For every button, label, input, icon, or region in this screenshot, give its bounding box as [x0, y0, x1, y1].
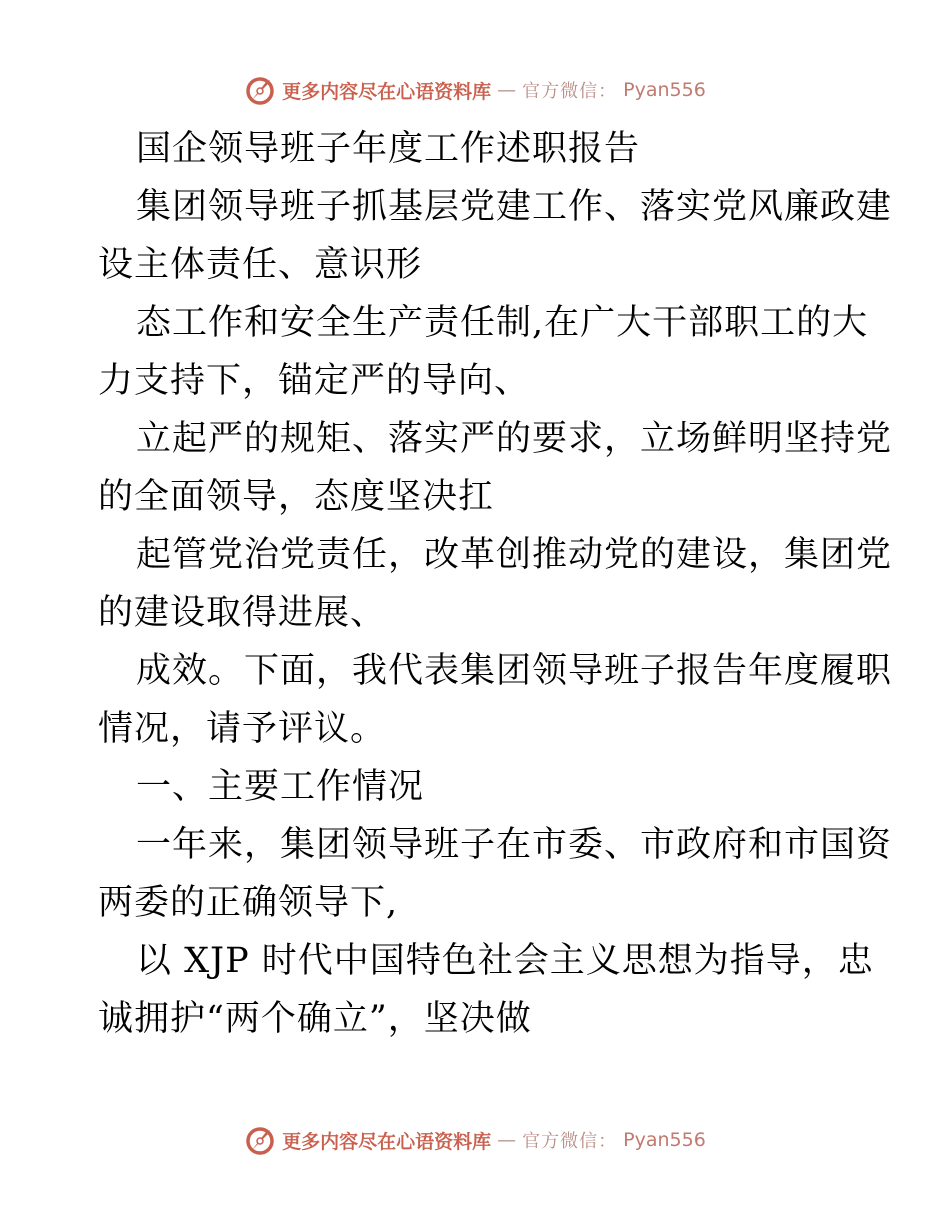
official-wechat-label: 官方微信：	[522, 1131, 618, 1152]
separator-dash: —	[497, 1129, 517, 1151]
paragraph-line: 集团领导班子抓基层党建工作、落实党风廉政建	[136, 187, 893, 227]
official-wechat-label: 官方微信：	[522, 81, 618, 102]
paragraph-line: 情况，请予评议。	[98, 709, 387, 749]
quill-pen-circle-icon	[244, 74, 276, 106]
wechat-id: Pyan556	[623, 1129, 706, 1151]
section-heading: 一、主要工作情况	[136, 767, 425, 807]
paragraph-line: 诚拥护“两个确立”，坚决做	[98, 999, 532, 1039]
paragraph-line: 设主体责任、意识形	[98, 245, 423, 285]
document-title: 国企领导班子年度工作述职报告	[136, 129, 641, 169]
paragraph-line: 起管党治党责任，改革创推动党的建设，集团党	[136, 535, 893, 575]
paragraph-line: 成效。下面，我代表集团领导班子报告年度履职	[136, 651, 893, 691]
quill-pen-circle-icon	[244, 1124, 276, 1156]
paragraph-line: 以 XJP 时代中国特色社会主义思想为指导，忠	[136, 941, 874, 981]
brand-text: 更多内容尽在心语资料库	[282, 1130, 492, 1153]
paragraph-line: 一年来，集团领导班子在市委、市政府和市国资	[136, 825, 893, 865]
footer-watermark-banner	[0, 1120, 950, 1160]
paragraph-line: 的建设取得进展、	[98, 593, 387, 633]
wechat-id: Pyan556	[623, 79, 706, 101]
paragraph-line: 两委的正确领导下,	[98, 883, 399, 923]
paragraph-line: 力支持下，锚定严的导向、	[98, 361, 531, 401]
separator-dash: —	[497, 79, 517, 101]
brand-text: 更多内容尽在心语资料库	[282, 80, 492, 103]
document-body	[98, 120, 893, 1048]
paragraph-line: 立起严的规矩、落实严的要求，立场鲜明坚持党	[136, 419, 893, 459]
header-watermark-banner	[0, 70, 950, 110]
paragraph-line: 态工作和安全生产责任制,在广大干部职工的大	[136, 303, 869, 343]
paragraph-line: 的全面领导，态度坚决扛	[98, 477, 495, 517]
